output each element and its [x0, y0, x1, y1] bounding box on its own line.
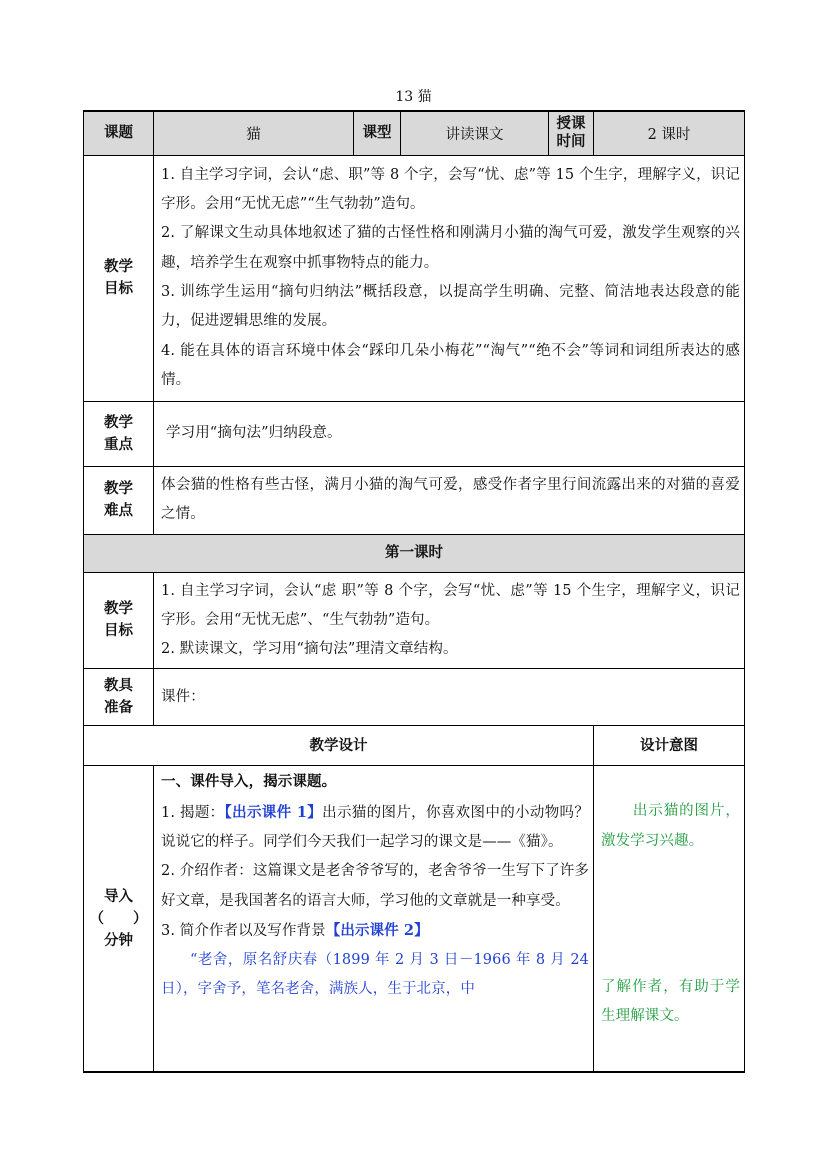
design-body — [154, 766, 594, 1073]
lesson1-goals-row — [84, 572, 745, 669]
design-body-clip — [161, 768, 589, 1067]
step-1-prefix: 1. 揭题： — [161, 804, 225, 821]
topic-value: 猫 — [154, 111, 354, 155]
design-col-right-header: 设计意图 — [594, 726, 745, 766]
step-1 — [161, 798, 589, 858]
courseware-1-tag: 【出示课件 1】 — [224, 803, 323, 821]
intent-2: 了解作者，有助于学生理解课文。 — [601, 978, 740, 1025]
stage-label-line2: （ ） — [89, 910, 148, 927]
section-title: 一、课件导入，揭示课题。 — [161, 774, 337, 791]
prep-row — [84, 669, 745, 726]
type-label: 课型 — [354, 111, 401, 155]
stage-label-line1: 导入 — [104, 888, 133, 905]
difficulties-row — [84, 466, 745, 534]
hours-label — [549, 111, 594, 155]
lesson-plan-table — [83, 110, 745, 1073]
key-points-label-line1: 教学 — [104, 414, 133, 431]
prep-text: 课件： — [154, 669, 745, 726]
goals-label-line2: 目标 — [104, 281, 133, 297]
key-points-text: 学习用“摘句法”归纳段意。 — [154, 401, 745, 466]
design-header-row — [84, 726, 745, 766]
design-col-left-header: 教学设计 — [84, 726, 594, 766]
prep-label-line1: 教具 — [104, 678, 133, 695]
courseware-2-tag: 【出示课件 2】 — [325, 921, 429, 939]
difficulties-label — [84, 466, 154, 534]
step-1-text: 出示猫的图片，你喜欢图中的小动物吗？说说它的样子。同学们今天我们一起学习的课文是——《猫》。 — [161, 804, 589, 850]
goal-item-1: 1. 自主学习字词，会认“虑、职”等 8 个字，会写“忧、虑”等 15 个生字，理解字义，识记字形。会用“无忧无虑”“生气勃勃”造句。 — [161, 166, 740, 213]
intent-spacer — [601, 768, 740, 797]
hours-value: 2 课时 — [594, 111, 745, 155]
stage-label — [84, 766, 154, 1073]
header-row — [84, 111, 745, 155]
stage-label-line3: 分钟 — [104, 932, 133, 949]
step-2: 2. 介绍作者：这篇课文是老舍爷爷写的，老舍爷爷一生写下了许多好文章，是我国著名的语言大师，学习他的文章就是一种享受。 — [161, 863, 589, 909]
goal-item-4: 4. 能在具体的语言环境中体会“踩印几朵小梅花”“淘气”“绝不会”等词和词组所表达的感情。 — [161, 342, 740, 388]
topic-label: 课题 — [84, 111, 154, 155]
key-points-label — [84, 401, 154, 466]
lesson1-goals-label-line1: 教学 — [104, 601, 133, 618]
lesson1-goals-label — [84, 572, 154, 669]
hours-label-line2: 时间 — [556, 134, 586, 151]
hours-label-line1: 授课 — [556, 116, 586, 133]
step-3 — [161, 916, 589, 946]
key-points-row — [84, 401, 745, 466]
author-quote: “老舍，原名舒庆春（1899 年 2 月 3 日－1966 年 8 月 24 日），字舍予，笔名老舍，满族人，生于北京，中 — [161, 952, 589, 998]
goals-row — [84, 155, 745, 401]
difficulties-label-line1: 教学 — [104, 481, 133, 497]
prep-label-line2: 准备 — [104, 700, 133, 717]
goals-label — [84, 155, 154, 401]
lesson1-goal-item-2: 2. 默读课文，学习用“摘句法”理清文章结构。 — [161, 641, 458, 658]
key-points-label-line2: 重点 — [104, 436, 133, 453]
type-value: 讲读课文 — [401, 111, 549, 155]
lesson1-title-row — [84, 534, 745, 572]
lesson1-goals-content — [154, 572, 745, 669]
prep-label — [84, 669, 154, 726]
design-intent — [594, 766, 745, 1073]
goals-label-line1: 教学 — [104, 259, 133, 275]
difficulties-label-line2: 难点 — [104, 503, 133, 519]
goals-content — [154, 155, 745, 401]
goal-item-3: 3. 训练学生运用“摘句归纳法”概括段意，以提高学生明确、完整、简洁地表达段意的能力，促进逻辑思维的发展。 — [161, 284, 740, 330]
lesson1-title: 第一课时 — [84, 534, 745, 572]
difficulties-text: 体会猫的性格有些古怪，满月小猫的淘气可爱，感受作者字里行间流露出来的对猫的喜爱之情。 — [154, 466, 745, 534]
intent-gap — [601, 856, 740, 973]
step-3-prefix: 3. 简介作者以及写作背景 — [161, 922, 326, 939]
lesson1-goals-label-line2: 目标 — [104, 623, 133, 640]
design-content-row — [84, 766, 745, 1073]
lesson1-goal-item-1: 1. 自主学习字词，会认“虑 职”等 8 个字，会写“忧、虑”等 15 个生字，理解字义，识记字形。会用“无忧无虑”、“生气勃勃”造句。 — [161, 582, 740, 628]
goal-item-2: 2. 了解课文生动具体地叙述了猫的古怪性格和刚满月小猫的淘气可爱，激发学生观察的兴趣，培养学生在观察中抓事物特点的能力。 — [161, 225, 740, 271]
document-title: 13 猫 — [395, 89, 432, 105]
intent-1: 出示猫的图片，激发学习兴趣。 — [601, 803, 740, 849]
